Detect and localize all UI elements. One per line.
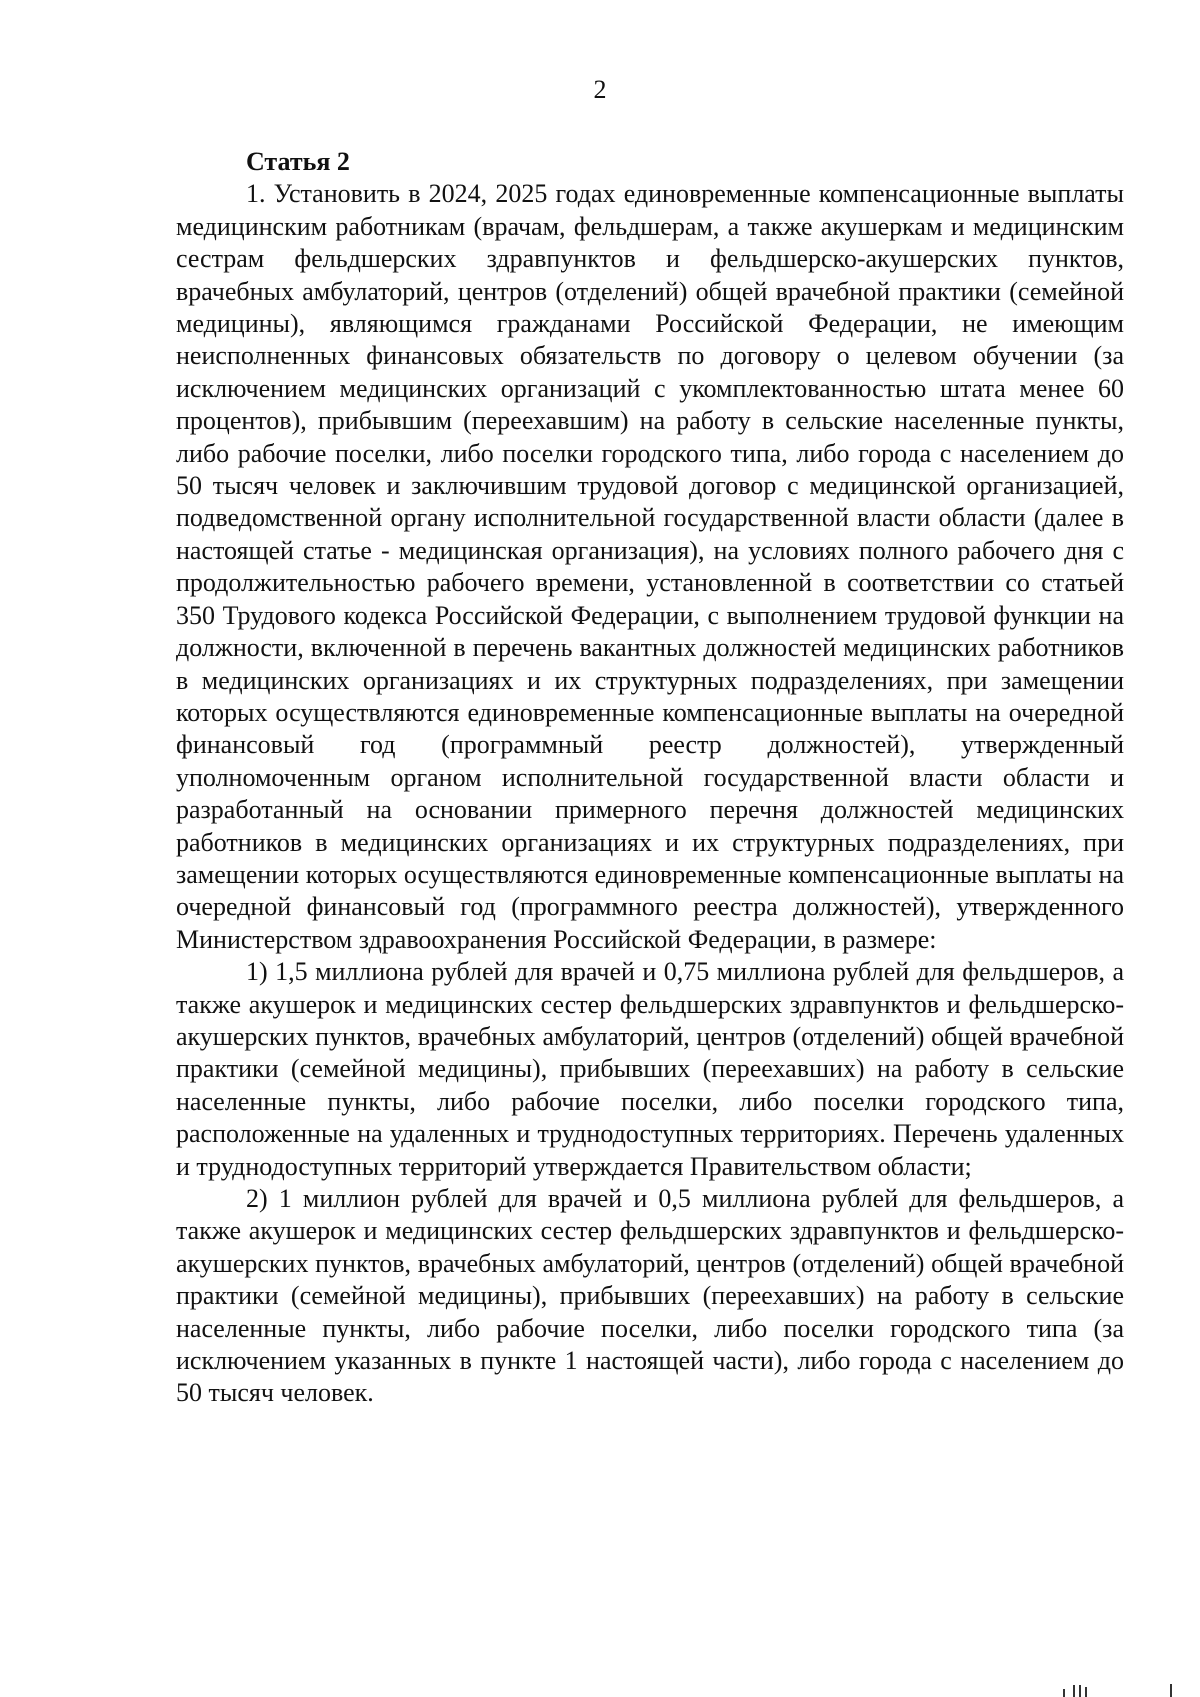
scan-margin-marks: [1063, 1684, 1103, 1697]
paragraph-1: 1. Установить в 2024, 2025 годах единовременные компенсационные выплаты медицинским работникам (врачам, фельдшерам, а также акушеркам и медицинским сестрам фельдшерских здравпунктов и фельдшерско-акушерских пунктов, врачебных амбулаторий, центров (отделений) общей врачебной практики (семейной медицины), являющимся гражданами Российской Федерации, не имеющим неисполненных финансовых обязательств по договору о целевом обучении (за исключением медицинских организаций с укомплектованностью штата менее 60 процентов), прибывшим (переехавшим) на работу в сельские населенные пункты, либо рабочие поселки, либо поселки городского типа, либо города с населением до 50 тысяч человек и заключившим трудовой договор с медицинской организацией, подведомственной органу исполнительной государственной власти области (далее в настоящей статье - медицинская организация), на условиях полного рабочего дня с продолжительностью рабочего времени, установленной в соответствии со статьей 350 Трудового кодекса Российской Федерации, с выполнением трудовой функции на должности, включенной в перечень вакантных должностей медицинских работников в медицинских организациях и их структурных подразделениях, при замещении которых осуществляются единовременные компенсационные выплаты на очередной финансовый год (программный реестр должностей), утвержденный уполномоченным органом исполнительной государственной власти области и разработанный на основании примерного перечня должностей медицинских работников в медицинских организациях и их структурных подразделениях, при замещении которых осуществляются единовременные компенсационные выплаты на очередной финансовый год (программного реестра должностей), утвержденного Министерством здравоохранения Российской Федерации, в размере:: [176, 179, 1124, 954]
scan-edge-mark: [1170, 1684, 1172, 1697]
article-title: Статья 2: [246, 147, 350, 176]
paragraph-item-1: 1) 1,5 миллиона рублей для врачей и 0,75 миллиона рублей для фельдшеров, а также акушерок и медицинских сестер фельдшерских здравпунктов и фельдшерско-акушерских пунктов, врачебных амбулаторий, центров (отделений) общей врачебной практики (семейной медицины), прибывших (переехавших) на работу в сельские населенные пункты, либо рабочие поселки, либо поселки городского типа, расположенные на удаленных и труднодоступных территориях. Перечень удаленных и труднодоступных территорий утверждается Правительством области;: [176, 957, 1124, 1181]
page-number: 2: [593, 75, 607, 104]
paragraph-item-2: 2) 1 миллион рублей для врачей и 0,5 миллиона рублей для фельдшеров, а также акушерок и медицинских сестер фельдшерских здравпунктов и фельдшерско-акушерских пунктов, врачебных амбулаторий, центров (отделений) общей врачебной практики (семейной медицины), прибывших (переехавших) на работу в сельские населенные пункты, либо рабочие поселки, либо поселки городского типа (за исключением указанных в пункте 1 настоящей части), либо города с населением до 50 тысяч человек.: [176, 1184, 1124, 1408]
document-body: [176, 146, 1124, 1410]
